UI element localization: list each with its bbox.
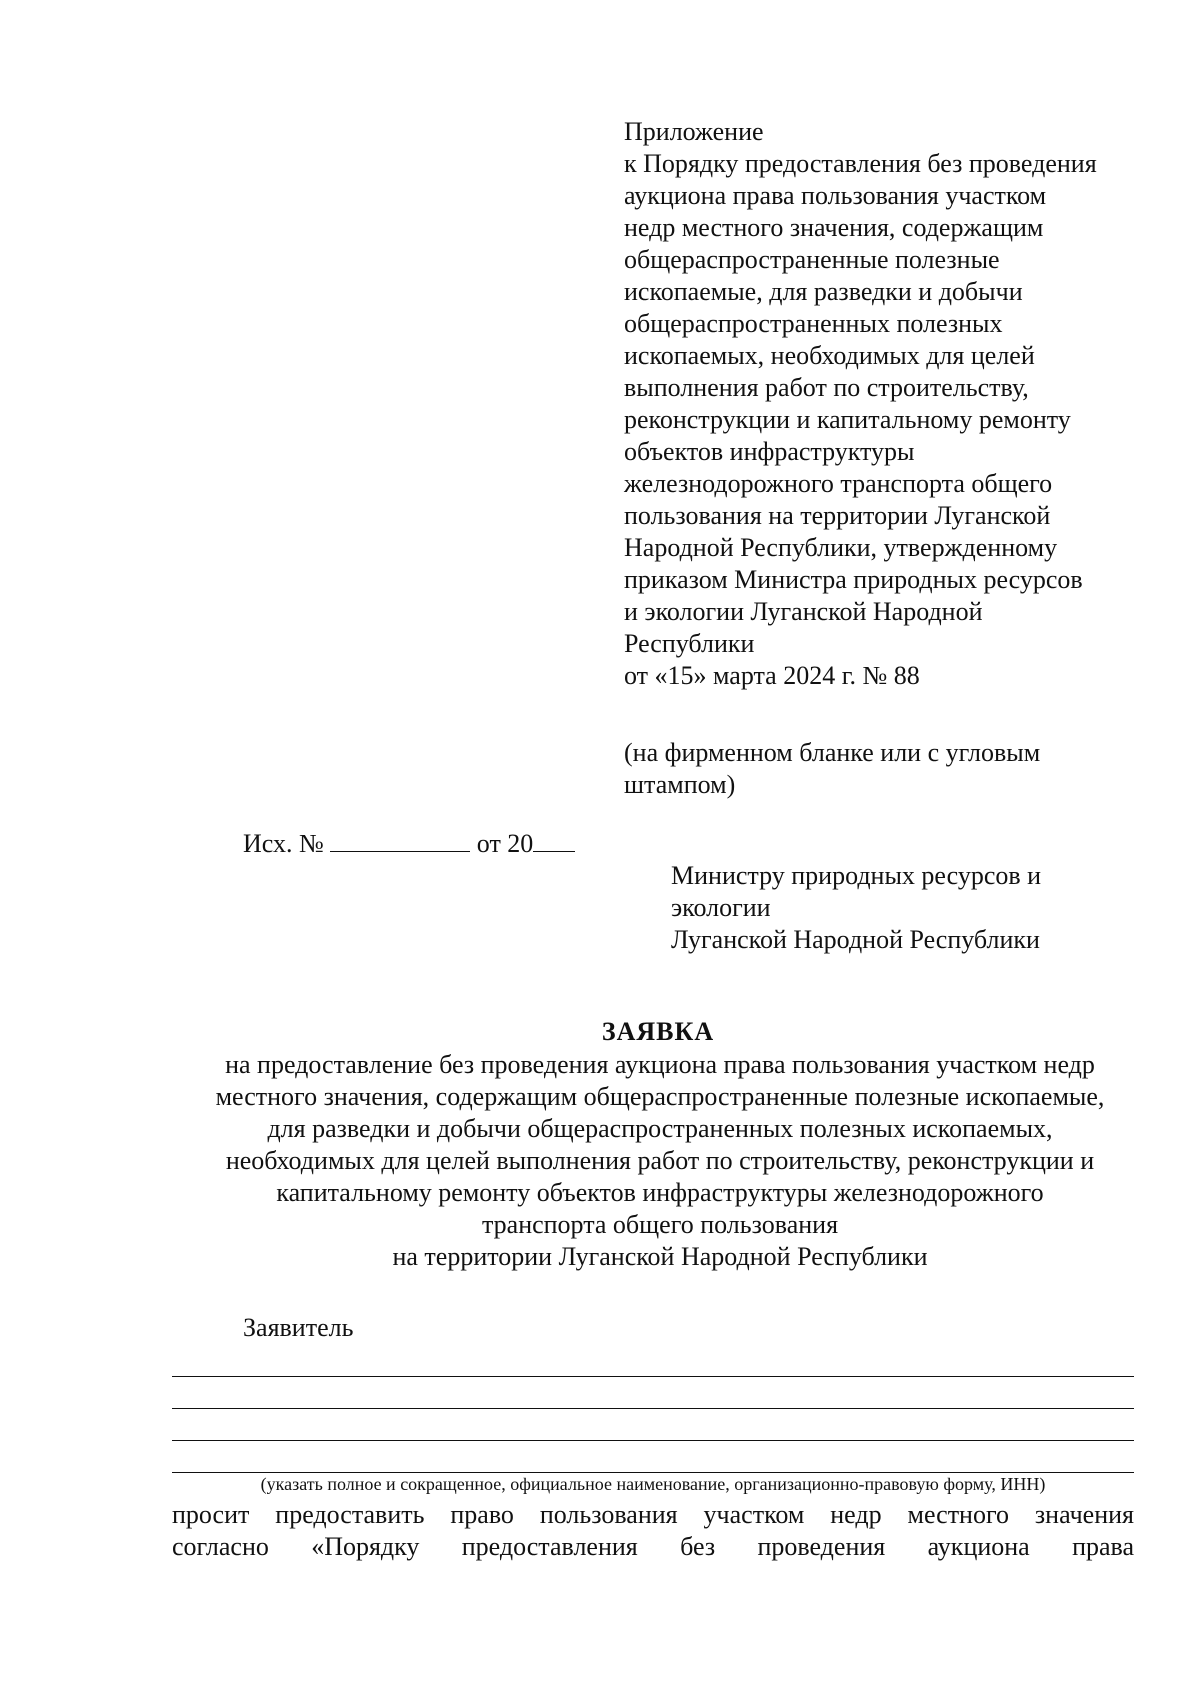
appendix-line: приказом Министра природных ресурсов <box>624 565 1083 594</box>
outgoing-number-field[interactable] <box>330 829 470 852</box>
appendix-line: выполнения работ по строительству, <box>624 373 1029 402</box>
appendix-line: железнодорожного транспорта общего <box>624 469 1053 498</box>
recipient-block <box>671 860 1151 956</box>
recipient-line: Министру природных ресурсов и <box>671 861 1042 890</box>
appendix-line: и экологии Луганской Народной <box>624 597 983 626</box>
appendix-line: объектов инфраструктуры <box>624 437 915 466</box>
applicant-field-line-2[interactable] <box>172 1408 1134 1409</box>
letterhead-note <box>624 737 1144 801</box>
outgoing-year-field[interactable] <box>533 829 575 852</box>
appendix-line: Народной Республики, утвержденному <box>624 533 1058 562</box>
request-line: согласно «Порядку предоставления без проведения аукциона права <box>172 1532 1134 1561</box>
appendix-line: ископаемые, для разведки и добычи <box>624 277 1023 306</box>
recipient-line: Луганской Народной Республики <box>671 925 1040 954</box>
appendix-line: общераспространенные полезные <box>624 245 1000 274</box>
appendix-line: Республики <box>624 629 755 658</box>
appendix-date-line: от «15» марта 2024 г. № 88 <box>624 661 920 690</box>
subject-line: капитальному ремонту объектов инфраструктуры железнодорожного <box>276 1178 1044 1207</box>
document-title: ЗАЯВКА <box>601 1017 715 1046</box>
document-subject <box>170 1049 1150 1273</box>
appendix-line: аукциона права пользования участком <box>624 181 1047 210</box>
recipient-line: экологии <box>671 893 771 922</box>
appendix-line: ископаемых, необходимых для целей <box>624 341 1035 370</box>
appendix-line: реконструкции и капитальному ремонту <box>624 405 1071 434</box>
applicant-field-line-1[interactable] <box>172 1376 1134 1377</box>
applicant-label: Заявитель <box>243 1313 354 1342</box>
appendix-line: общераспространенных полезных <box>624 309 1003 338</box>
appendix-line: к Порядку предоставления без проведения <box>624 149 1097 178</box>
appendix-line: пользования на территории Луганской <box>624 501 1051 530</box>
letterhead-line: штампом) <box>624 770 736 799</box>
subject-line: необходимых для целей выполнения работ по строительству, реконструкции и <box>225 1146 1095 1175</box>
outgoing-number-label: Исх. № <box>243 829 324 858</box>
subject-line: на предоставление без проведения аукциона права пользования участком недр <box>225 1050 1095 1079</box>
subject-line: на территории Луганской Народной Республики <box>392 1242 928 1271</box>
applicant-caption: (указать полное и сокращенное, официальное наименование, организационно-правовую форму, ИНН) <box>260 1474 1046 1494</box>
outgoing-number-line <box>243 828 575 860</box>
request-line: просит предоставить право пользования участком недр местного значения <box>172 1500 1134 1529</box>
subject-line: местного значения, содержащим общераспространенные полезные ископаемые, <box>215 1082 1105 1111</box>
letterhead-line: (на фирменном бланке или с угловым <box>624 738 1041 767</box>
appendix-line: Приложение <box>624 117 764 146</box>
outgoing-date-label: от 20 <box>476 829 534 858</box>
applicant-field-line-3[interactable] <box>172 1440 1134 1441</box>
appendix-line: недр местного значения, содержащим <box>624 213 1044 242</box>
subject-line: транспорта общего пользования <box>481 1210 839 1239</box>
appendix-block <box>624 116 1164 692</box>
request-paragraph <box>172 1499 1134 1563</box>
subject-line: для разведки и добычи общераспространенных полезных ископаемых, <box>267 1114 1053 1143</box>
